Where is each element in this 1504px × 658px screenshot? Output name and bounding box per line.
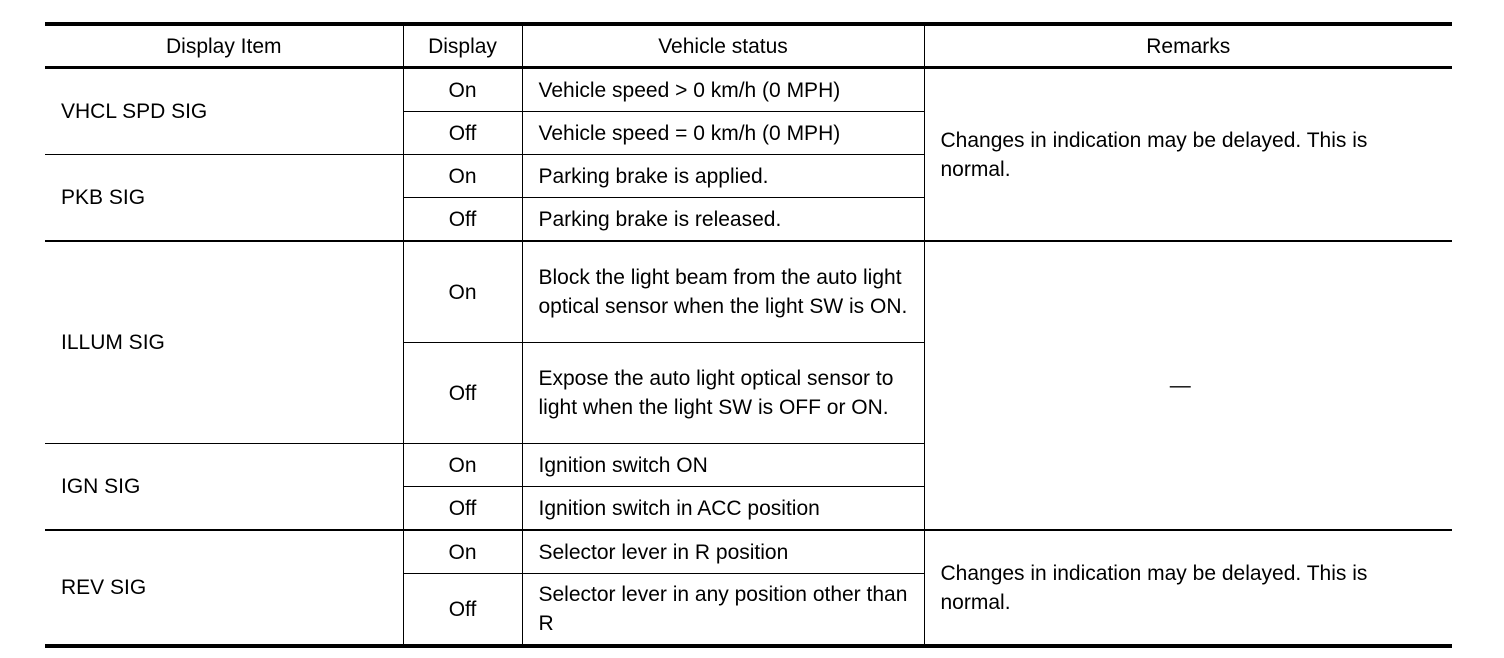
item-illum-sig: ILLUM SIG — [45, 241, 403, 444]
header-display: Display — [403, 24, 522, 68]
remark-illum-ign — [924, 241, 1452, 530]
signal-table — [45, 22, 1452, 648]
vehicle-status: Expose the auto light optical sensor to light when the light SW is OFF or ON. — [522, 343, 924, 444]
table-row — [45, 530, 1452, 574]
vehicle-status: Block the light beam from the auto light optical sensor when the light SW is ON. — [522, 241, 924, 343]
display-value: Off — [403, 112, 522, 155]
remark-dash: — — [1169, 374, 1191, 397]
item-vhcl-spd-sig: VHCL SPD SIG — [45, 68, 403, 155]
header-display-item: Display Item — [45, 24, 403, 68]
remark-speed-pkb — [924, 68, 1452, 242]
display-value: On — [403, 444, 522, 487]
display-value: On — [403, 68, 522, 112]
remark-text: Changes in indication may be delayed. This is normal. — [940, 561, 1368, 614]
display-value: Off — [403, 574, 522, 647]
display-value: On — [403, 155, 522, 198]
display-value: On — [403, 530, 522, 574]
remark-rev — [924, 530, 1452, 646]
display-value: Off — [403, 487, 522, 531]
vehicle-status: Selector lever in any position other than R — [522, 574, 924, 647]
table-row — [45, 241, 1452, 343]
vehicle-status: Ignition switch ON — [522, 444, 924, 487]
header-vehicle-status: Vehicle status — [522, 24, 924, 68]
vehicle-status: Parking brake is released. — [522, 198, 924, 242]
header-row — [45, 24, 1452, 68]
item-rev-sig: REV SIG — [45, 530, 403, 646]
table-row — [45, 68, 1452, 112]
item-pkb-sig: PKB SIG — [45, 155, 403, 242]
vehicle-status: Vehicle speed = 0 km/h (0 MPH) — [522, 112, 924, 155]
item-ign-sig: IGN SIG — [45, 444, 403, 531]
vehicle-status: Vehicle speed > 0 km/h (0 MPH) — [522, 68, 924, 112]
display-value: Off — [403, 198, 522, 242]
display-value: On — [403, 241, 522, 343]
vehicle-status: Selector lever in R position — [522, 530, 924, 574]
header-remarks-label: Remarks — [1146, 34, 1231, 58]
display-value: Off — [403, 343, 522, 444]
vehicle-status: Ignition switch in ACC position — [522, 487, 924, 531]
vehicle-status: Parking brake is applied. — [522, 155, 924, 198]
remark-text: Changes in indication may be delayed. This is normal. — [940, 128, 1368, 181]
header-remarks — [924, 24, 1452, 68]
